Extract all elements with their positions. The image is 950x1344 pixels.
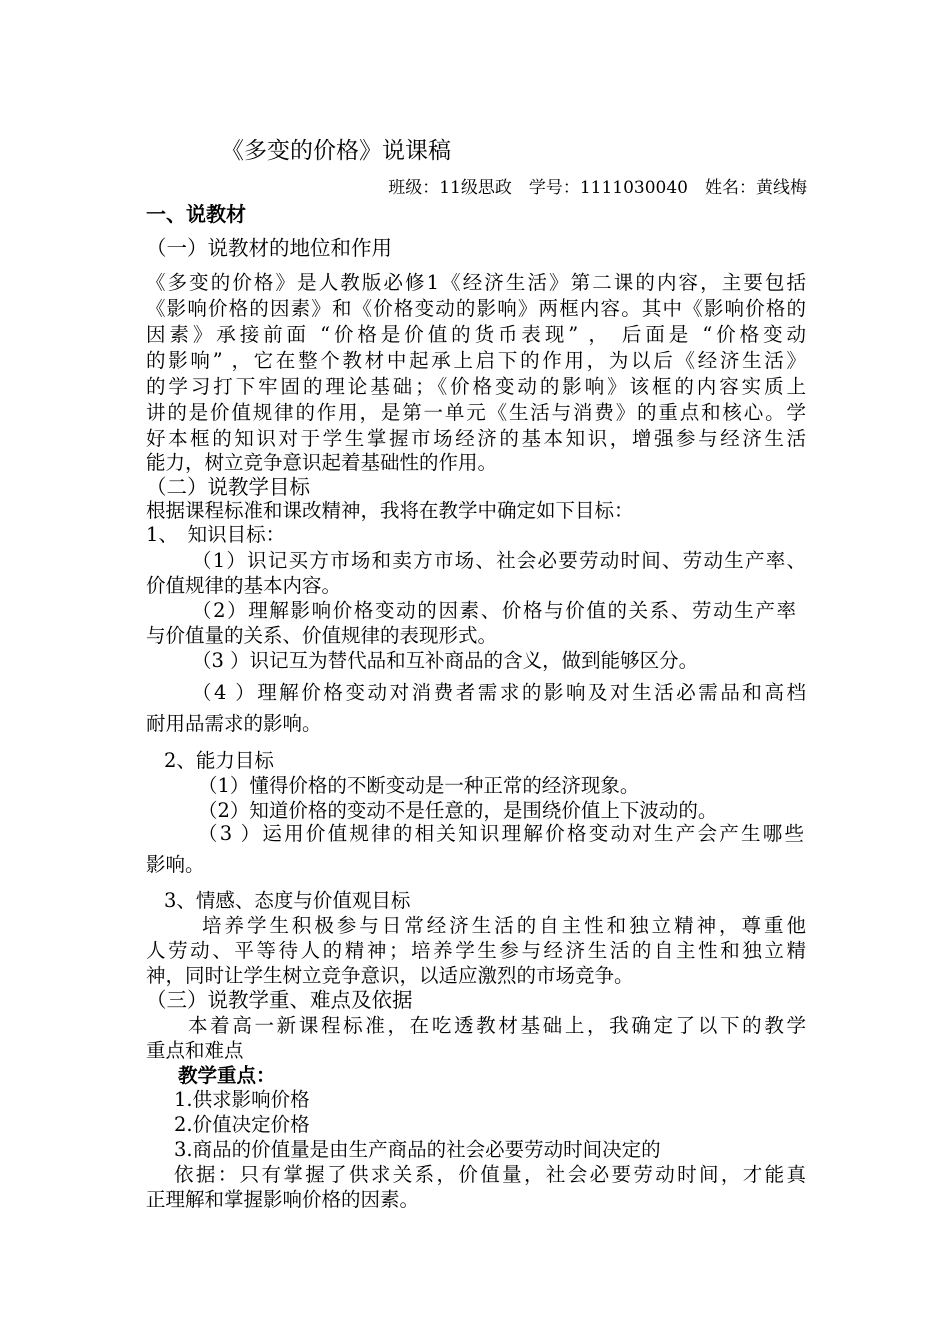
text-line: 好本框的知识对于学生掌握市场经济的基本知识，增强参与经济生活 — [146, 427, 806, 450]
subsection-heading-3: （三）说教学重、难点及依据 — [146, 988, 413, 1012]
subsection-heading-2: （二）说教学目标 — [146, 475, 310, 499]
text-line: 依据：只有掌握了供求关系，价值量，社会必要劳动时间，才能真 — [174, 1163, 806, 1186]
text-line: 重点和难点 — [146, 1039, 244, 1062]
text-line: 与价值量的关系、价值规律的表现形式。 — [146, 624, 498, 647]
text-line: （3 ）运用价值规律的相关知识理解价格变动对生产会产生哪些 — [198, 822, 804, 845]
text-line: （1）识记买方市场和卖方市场、社会必要劳动时间、劳动生产率、 — [192, 549, 806, 572]
list-heading-emotion: 3、情感、态度与价值观目标 — [164, 889, 411, 912]
text-line: 讲的是价值规律的作用，是第一单元《生活与消费》的重点和核心。学 — [146, 401, 806, 424]
text-line: 影响。 — [146, 853, 205, 876]
text-line: （2）理解影响价格变动的因素、价格与价值的关系、劳动生产率 — [192, 599, 796, 622]
list-heading-ability: 2、能力目标 — [164, 749, 274, 772]
section-heading-1: 一、说教材 — [146, 202, 246, 226]
text-line: 根据课程标准和课改精神，我将在教学中确定如下目标： — [146, 499, 634, 522]
text-line: （1）懂得价格的不断变动是一种正常的经济现象。 — [198, 774, 640, 797]
list-item: 1.供求影响价格 — [174, 1088, 310, 1111]
key-points-heading: 教学重点： — [178, 1064, 276, 1087]
text-line: （4 ）理解价格变动对消费者需求的影响及对生活必需品和高档 — [192, 681, 806, 704]
text-line: 因素》承接前面 “价格是价值的货币表现” ， 后面是 “价格变动 — [146, 323, 806, 346]
text-line: 培养学生积极参与日常经济生活的自主性和独立精神，尊重他 — [202, 914, 806, 937]
list-item: 2.价值决定价格 — [174, 1113, 310, 1136]
text-line: 的影响” ，它在整个教材中起承上启下的作用，为以后《经济生活》 — [146, 349, 806, 372]
text-line: 神，同时让学生树立竞争意识，以适应激烈的市场竞争。 — [146, 964, 634, 987]
text-line: 能力，树立竞争意识起着基础性的作用。 — [146, 451, 498, 474]
text-line: （3 ）识记互为替代品和互补商品的含义，做到能够区分。 — [192, 649, 699, 672]
text-line: 本着高一新课程标准，在吃透教材基础上，我确定了以下的教学 — [188, 1014, 806, 1037]
text-line: 正理解和掌握影响价格的因素。 — [146, 1188, 420, 1211]
subsection-heading-1: （一）说教材的地位和作用 — [146, 236, 392, 260]
document-title: 《多变的价格》说课稿 — [221, 138, 451, 164]
author-info: 班级：11级思政 学号：1111030040 姓名：黄线梅 — [388, 178, 807, 198]
list-heading-knowledge: 1、 知识目标： — [146, 523, 286, 546]
text-line: 耐用品需求的影响。 — [146, 712, 322, 735]
text-line: 人劳动、平等待人的精神；培养学生参与经济生活的自主性和独立精 — [146, 939, 806, 962]
text-line: 《多变的价格》是人教版必修1《经济生活》第二课的内容，主要包括 — [146, 271, 806, 294]
text-line: 价值规律的基本内容。 — [146, 574, 342, 597]
text-line: 《影响价格的因素》和《价格变动的影响》两框内容。其中《影响价格的 — [146, 297, 806, 320]
text-line: 的学习打下牢固的理论基础；《价格变动的影响》该框的内容实质上 — [146, 375, 806, 398]
text-line: （2）知道价格的变动不是任意的，是围绕价值上下波动的。 — [198, 799, 718, 822]
list-item: 3.商品的价值量是由生产商品的社会必要劳动时间决定的 — [174, 1138, 661, 1161]
